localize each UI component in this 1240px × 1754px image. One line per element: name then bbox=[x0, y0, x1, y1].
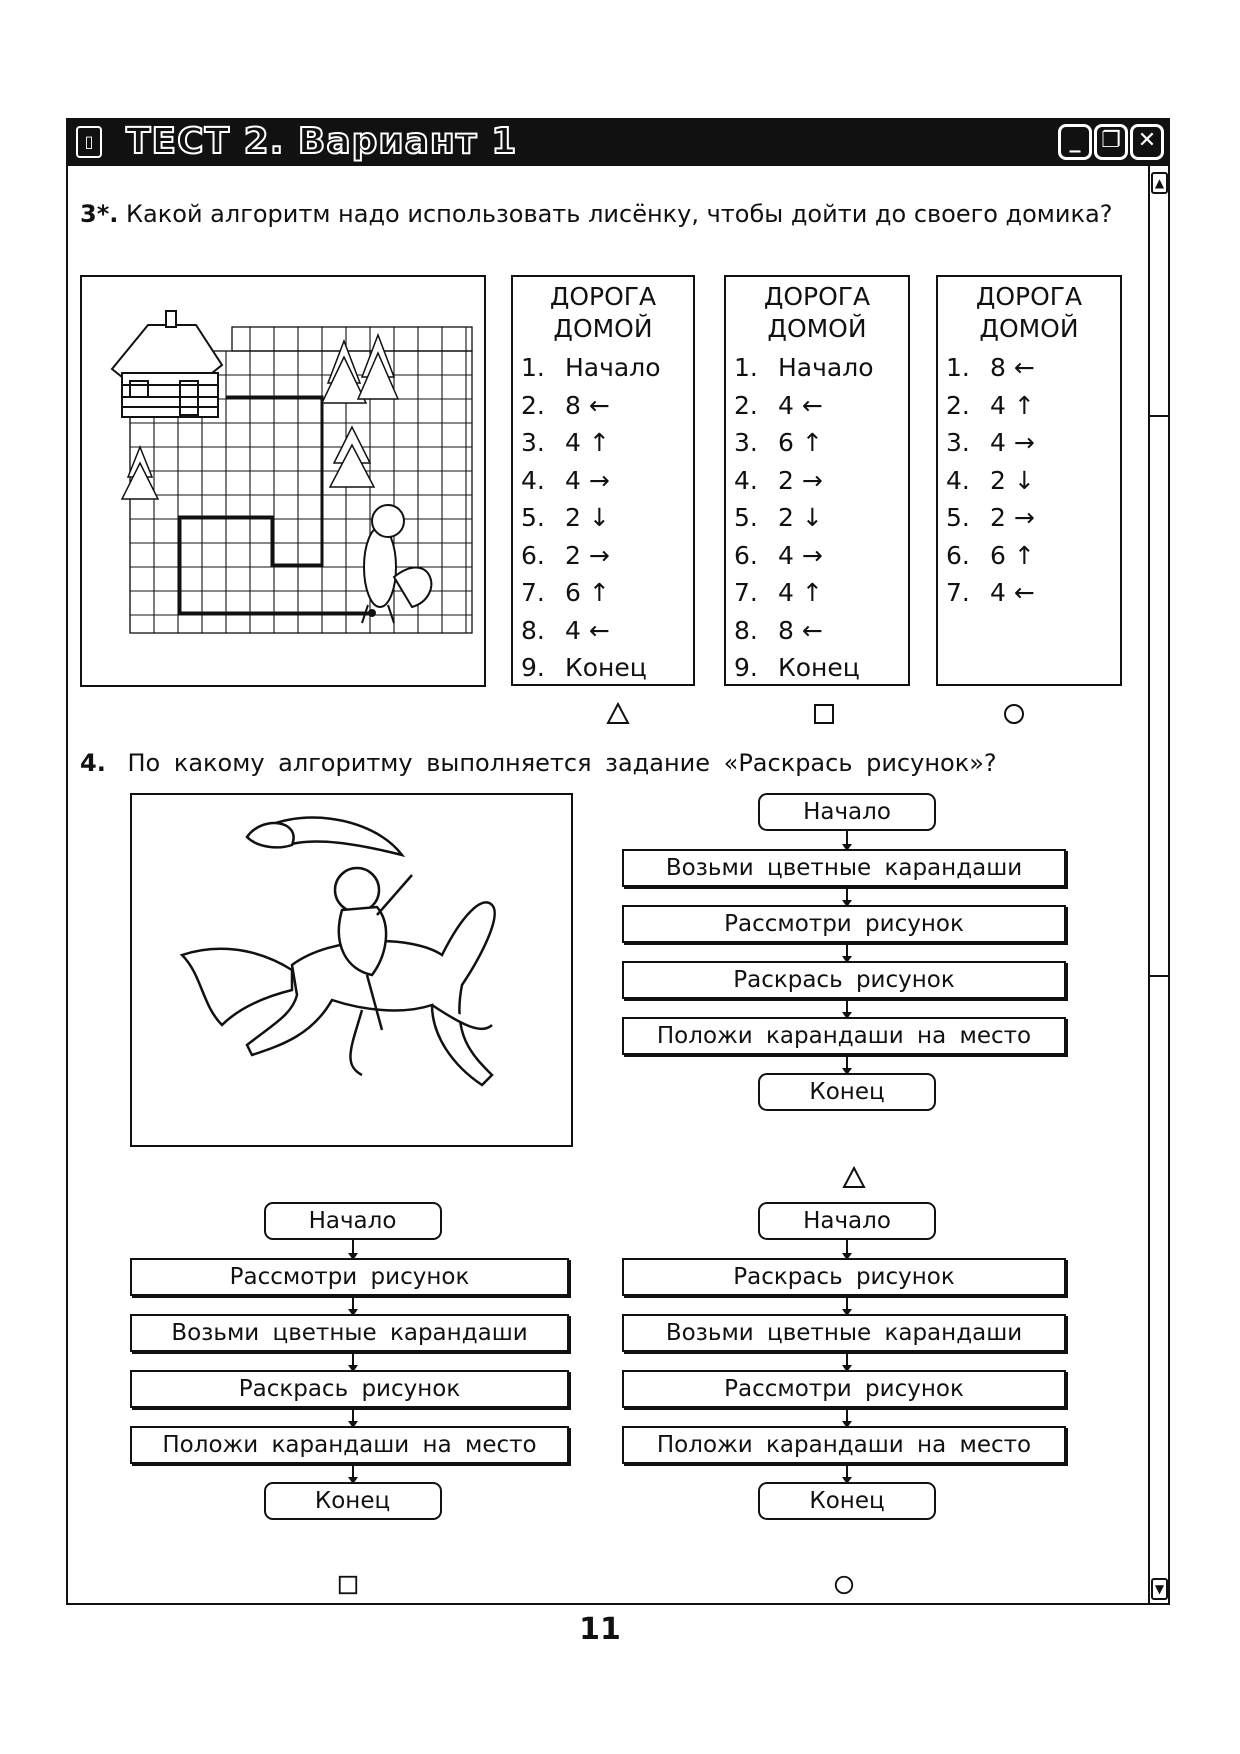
step-number: 1. bbox=[521, 353, 545, 382]
algorithm-box-2 bbox=[724, 275, 910, 686]
step-number: 5. bbox=[734, 503, 758, 532]
flow-step: Возьми цветные карандаши bbox=[622, 1314, 1066, 1352]
page-number: 11 bbox=[579, 1612, 621, 1647]
algorithm-step bbox=[946, 387, 1120, 425]
algorithm-step bbox=[734, 349, 908, 387]
algorithm-title bbox=[513, 281, 693, 345]
answer-triangle-icon[interactable] bbox=[842, 1166, 866, 1190]
book-icon: ▯ bbox=[76, 126, 102, 158]
algorithm-step bbox=[521, 499, 693, 537]
algorithm-step bbox=[734, 499, 908, 537]
step-number: 7. bbox=[946, 578, 970, 607]
answer-square-icon[interactable] bbox=[812, 702, 836, 726]
answer-triangle-icon[interactable] bbox=[606, 702, 630, 726]
scroll-thumb-bottom bbox=[1148, 975, 1170, 977]
flow-end: Конец bbox=[758, 1482, 936, 1520]
rider-illustration bbox=[132, 795, 571, 1145]
step-number: 6. bbox=[946, 540, 970, 570]
step-number: 8. bbox=[521, 615, 545, 645]
step-number: 4. bbox=[734, 465, 758, 495]
step-text: Начало bbox=[565, 353, 661, 382]
answer-square-icon[interactable] bbox=[337, 1574, 359, 1596]
flow-start: Начало bbox=[758, 1202, 936, 1240]
step-number: 3. bbox=[946, 428, 970, 457]
flowchart-2 bbox=[130, 1202, 575, 1552]
flow-step: Возьми цветные карандаши bbox=[130, 1314, 569, 1352]
algorithm-title-line1: ДОРОГА bbox=[975, 282, 1083, 311]
algorithm-step bbox=[521, 649, 693, 687]
rider-picture bbox=[130, 793, 573, 1147]
step-text: 8 ← bbox=[778, 615, 823, 645]
step-text: 8 ← bbox=[990, 353, 1035, 382]
step-text: 2 → bbox=[778, 465, 823, 495]
step-number: 9. bbox=[734, 653, 758, 682]
flow-start: Начало bbox=[264, 1202, 442, 1240]
algorithm-step bbox=[521, 349, 693, 387]
algorithm-step bbox=[521, 424, 693, 462]
flow-step: Раскрась рисунок bbox=[622, 961, 1066, 999]
flow-arrow-icon bbox=[846, 1464, 848, 1482]
step-text: 2 → bbox=[565, 540, 610, 570]
flow-end: Конец bbox=[758, 1073, 936, 1111]
step-number: 7. bbox=[734, 578, 758, 607]
algorithm-step bbox=[734, 387, 908, 425]
algorithm-step bbox=[946, 462, 1120, 500]
flow-end: Конец bbox=[264, 1482, 442, 1520]
step-text: 4 → bbox=[565, 465, 610, 495]
flow-start: Начало bbox=[758, 793, 936, 831]
algorithm-step bbox=[734, 612, 908, 650]
flow-arrow-icon bbox=[846, 943, 848, 961]
step-number: 6. bbox=[521, 540, 545, 570]
algorithm-step bbox=[734, 574, 908, 612]
step-number: 2. bbox=[734, 390, 758, 420]
question-4-text: По какому алгоритму выполняется задание «Раскрась рисунок»? bbox=[127, 749, 997, 777]
step-text: 2 → bbox=[990, 503, 1035, 532]
algorithm-box-3 bbox=[936, 275, 1122, 686]
question-4-number: 4. bbox=[80, 749, 106, 777]
scroll-up-icon[interactable]: ▲ bbox=[1151, 172, 1168, 194]
minimize-icon[interactable]: _ bbox=[1058, 124, 1092, 160]
step-text: Конец bbox=[565, 653, 647, 682]
flow-arrow-icon bbox=[352, 1408, 354, 1426]
flow-step: Рассмотри рисунок bbox=[622, 1370, 1066, 1408]
step-text: 4 ← bbox=[565, 615, 610, 645]
close-icon[interactable]: ✕ bbox=[1130, 124, 1164, 160]
algorithm-steps bbox=[726, 349, 908, 687]
algorithm-title-line2: ДОМОЙ bbox=[767, 314, 867, 343]
restore-icon[interactable]: ❐ bbox=[1094, 124, 1128, 160]
step-text: 6 ↑ bbox=[778, 428, 823, 457]
maze-illustration bbox=[82, 277, 484, 685]
step-number: 3. bbox=[521, 428, 545, 457]
flow-arrow-icon bbox=[846, 1055, 848, 1073]
flow-arrow-icon bbox=[846, 999, 848, 1017]
flow-step: Рассмотри рисунок bbox=[622, 905, 1066, 943]
step-text: Конец bbox=[778, 653, 860, 682]
flow-arrow-icon bbox=[846, 1408, 848, 1426]
algorithm-step bbox=[946, 349, 1120, 387]
question-3-number: 3*. bbox=[80, 200, 119, 228]
flow-arrow-icon bbox=[352, 1464, 354, 1482]
step-number: 2. bbox=[521, 390, 545, 420]
flow-arrow-icon bbox=[846, 1352, 848, 1370]
flow-arrow-icon bbox=[846, 1240, 848, 1258]
algorithm-step bbox=[521, 462, 693, 500]
step-text: 2 ↓ bbox=[565, 503, 610, 532]
flow-arrow-icon bbox=[352, 1296, 354, 1314]
algorithm-title-line2: ДОМОЙ bbox=[553, 314, 653, 343]
scroll-thumb-top bbox=[1148, 415, 1170, 417]
step-text: 4 ← bbox=[990, 578, 1035, 607]
step-number: 5. bbox=[521, 503, 545, 532]
step-text: 4 ↑ bbox=[565, 428, 610, 457]
step-number: 3. bbox=[734, 428, 758, 457]
scrollbar[interactable] bbox=[1148, 166, 1170, 1605]
algorithm-step bbox=[946, 537, 1120, 575]
algorithm-step bbox=[521, 387, 693, 425]
step-number: 4. bbox=[521, 465, 545, 495]
step-text: Начало bbox=[778, 353, 874, 382]
question-3-text: Какой алгоритм надо использовать лисёнку, чтобы дойти до своего домика? bbox=[126, 200, 1113, 228]
flow-arrow-icon bbox=[846, 831, 848, 849]
flow-arrow-icon bbox=[352, 1240, 354, 1258]
step-number: 2. bbox=[946, 390, 970, 420]
step-text: 4 → bbox=[990, 428, 1035, 457]
step-text: 4 ↑ bbox=[990, 390, 1035, 420]
step-text: 4 ← bbox=[778, 390, 823, 420]
step-text: 6 ↑ bbox=[990, 540, 1035, 570]
answer-circle-icon[interactable] bbox=[833, 1574, 855, 1596]
flow-arrow-icon bbox=[352, 1352, 354, 1370]
algorithm-step bbox=[734, 424, 908, 462]
step-number: 6. bbox=[734, 540, 758, 570]
algorithm-step bbox=[946, 424, 1120, 462]
step-number: 8. bbox=[734, 615, 758, 645]
step-text: 8 ← bbox=[565, 390, 610, 420]
algorithm-steps bbox=[938, 349, 1120, 612]
window-title: ТЕСТ 2. Вариант 1 bbox=[126, 121, 518, 162]
flow-step: Положи карандаши на место bbox=[622, 1426, 1066, 1464]
flow-step: Возьми цветные карандаши bbox=[622, 849, 1066, 887]
step-number: 9. bbox=[521, 653, 545, 682]
maze-picture bbox=[80, 275, 486, 687]
algorithm-step bbox=[521, 537, 693, 575]
step-number: 1. bbox=[734, 353, 758, 382]
step-text: 2 ↓ bbox=[990, 465, 1035, 495]
algorithm-title-line2: ДОМОЙ bbox=[979, 314, 1079, 343]
scroll-down-icon[interactable]: ▼ bbox=[1151, 1578, 1168, 1600]
algorithm-box-1 bbox=[511, 275, 695, 686]
algorithm-step bbox=[946, 574, 1120, 612]
step-number: 4. bbox=[946, 465, 970, 495]
flow-arrow-icon bbox=[846, 1296, 848, 1314]
step-text: 4 → bbox=[778, 540, 823, 570]
algorithm-step bbox=[734, 649, 908, 687]
flow-step: Раскрась рисунок bbox=[130, 1370, 569, 1408]
algorithm-title bbox=[726, 281, 908, 345]
step-text: 2 ↓ bbox=[778, 503, 823, 532]
flow-step: Положи карандаши на место bbox=[622, 1017, 1066, 1055]
algorithm-step bbox=[521, 574, 693, 612]
algorithm-title bbox=[938, 281, 1120, 345]
answer-circle-icon[interactable] bbox=[1002, 702, 1026, 726]
flowchart-3 bbox=[622, 1202, 1072, 1552]
algorithm-step bbox=[946, 499, 1120, 537]
step-number: 7. bbox=[521, 578, 545, 607]
algorithm-step bbox=[734, 462, 908, 500]
step-text: 6 ↑ bbox=[565, 578, 610, 607]
flow-arrow-icon bbox=[846, 887, 848, 905]
flow-step: Раскрась рисунок bbox=[622, 1258, 1066, 1296]
flowchart-1 bbox=[622, 793, 1072, 1143]
flow-step: Положи карандаши на место bbox=[130, 1426, 569, 1464]
algorithm-title-line1: ДОРОГА bbox=[549, 282, 657, 311]
algorithm-step bbox=[734, 537, 908, 575]
question-4 bbox=[80, 747, 1130, 780]
step-number: 5. bbox=[946, 503, 970, 532]
question-3 bbox=[80, 198, 1130, 231]
algorithm-title-line1: ДОРОГА bbox=[763, 282, 871, 311]
step-text: 4 ↑ bbox=[778, 578, 823, 607]
step-number: 1. bbox=[946, 353, 970, 382]
algorithm-steps bbox=[513, 349, 693, 687]
algorithm-step bbox=[521, 612, 693, 650]
flow-step: Рассмотри рисунок bbox=[130, 1258, 569, 1296]
